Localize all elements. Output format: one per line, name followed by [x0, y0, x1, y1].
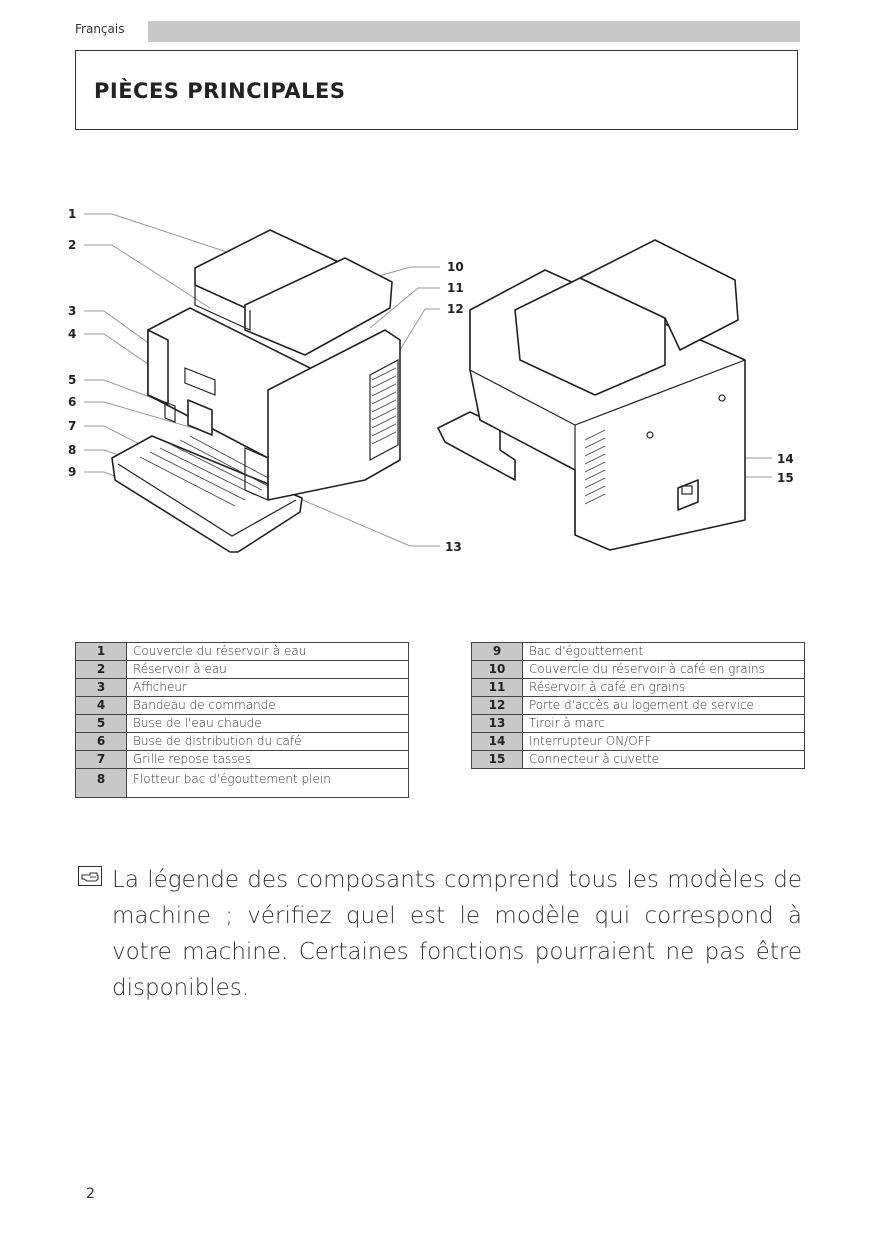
- callout-1: 1: [68, 207, 77, 221]
- part-number: 12: [472, 697, 523, 715]
- callout-4: 4: [68, 327, 77, 341]
- callout-2: 2: [68, 238, 77, 252]
- part-label: Bandeau de commande: [127, 697, 409, 715]
- part-label: Porte d'accès au logement de service: [523, 697, 805, 715]
- part-number: 13: [472, 715, 523, 733]
- table-row: [472, 679, 805, 697]
- callout-3: 3: [68, 304, 77, 318]
- part-label: Réservoir à café en grains: [523, 679, 805, 697]
- table-row: [76, 643, 409, 661]
- page-title: PIÈCES PRINCIPALES: [94, 79, 346, 103]
- header-bar: [148, 21, 800, 42]
- table-row: [76, 679, 409, 697]
- table-row: [472, 697, 805, 715]
- table-row: [76, 769, 409, 798]
- table-row: [76, 751, 409, 769]
- part-number: 4: [76, 697, 127, 715]
- table-row: [472, 733, 805, 751]
- part-number: 6: [76, 733, 127, 751]
- table-row: [472, 643, 805, 661]
- pointing-hand-icon: [78, 866, 102, 886]
- callout-15: 15: [777, 471, 794, 485]
- language-label: Français: [75, 22, 125, 36]
- part-number: 1: [76, 643, 127, 661]
- part-label: Tiroir à marc: [523, 715, 805, 733]
- part-number: 9: [472, 643, 523, 661]
- part-number: 10: [472, 661, 523, 679]
- part-label: Grille repose tasses: [127, 751, 409, 769]
- machine-back-view: [438, 240, 745, 550]
- note-text: La légende des composants comprend tous les modèles de machine ; vérifiez quel est le modèle qui correspond à votre machine. Certaines fonctions pourraient ne pas être disponibles.: [112, 867, 802, 1001]
- callout-12: 12: [447, 302, 464, 316]
- part-label: Bac d'égouttement: [523, 643, 805, 661]
- part-label: Flotteur bac d'égouttement plein: [127, 769, 409, 798]
- part-number: 7: [76, 751, 127, 769]
- title-box: [75, 50, 798, 130]
- table-row: [472, 661, 805, 679]
- table-row: [76, 697, 409, 715]
- part-label: Afficheur: [127, 679, 409, 697]
- table-row: [76, 715, 409, 733]
- part-number: 8: [76, 769, 127, 798]
- part-number: 14: [472, 733, 523, 751]
- machine-illustration: [0, 190, 875, 570]
- callout-13: 13: [445, 540, 462, 554]
- part-number: 5: [76, 715, 127, 733]
- callout-11: 11: [447, 281, 464, 295]
- callout-9: 9: [68, 465, 77, 479]
- note-block: [78, 862, 802, 1006]
- part-label: Couvercle du réservoir à café en grains: [523, 661, 805, 679]
- callout-10: 10: [447, 260, 464, 274]
- callout-14: 14: [777, 452, 794, 466]
- callout-6: 6: [68, 395, 77, 409]
- callout-7: 7: [68, 419, 77, 433]
- callout-8: 8: [68, 443, 77, 457]
- part-label: Couvercle du réservoir à eau: [127, 643, 409, 661]
- part-label: Buse de distribution du café: [127, 733, 409, 751]
- part-number: 15: [472, 751, 523, 769]
- part-label: Interrupteur ON/OFF: [523, 733, 805, 751]
- callout-5: 5: [68, 373, 77, 387]
- table-row: [76, 733, 409, 751]
- table-row: [472, 751, 805, 769]
- part-number: 11: [472, 679, 523, 697]
- part-number: 2: [76, 661, 127, 679]
- table-row: [76, 661, 409, 679]
- part-number: 3: [76, 679, 127, 697]
- parts-table-right: [471, 642, 805, 769]
- page-number: 2: [86, 1186, 95, 1202]
- part-label: Réservoir à eau: [127, 661, 409, 679]
- part-label: Buse de l'eau chaude: [127, 715, 409, 733]
- parts-table-left: [75, 642, 409, 798]
- part-label: Connecteur à cuvette: [523, 751, 805, 769]
- table-row: [472, 715, 805, 733]
- machine-front-view: [112, 230, 400, 552]
